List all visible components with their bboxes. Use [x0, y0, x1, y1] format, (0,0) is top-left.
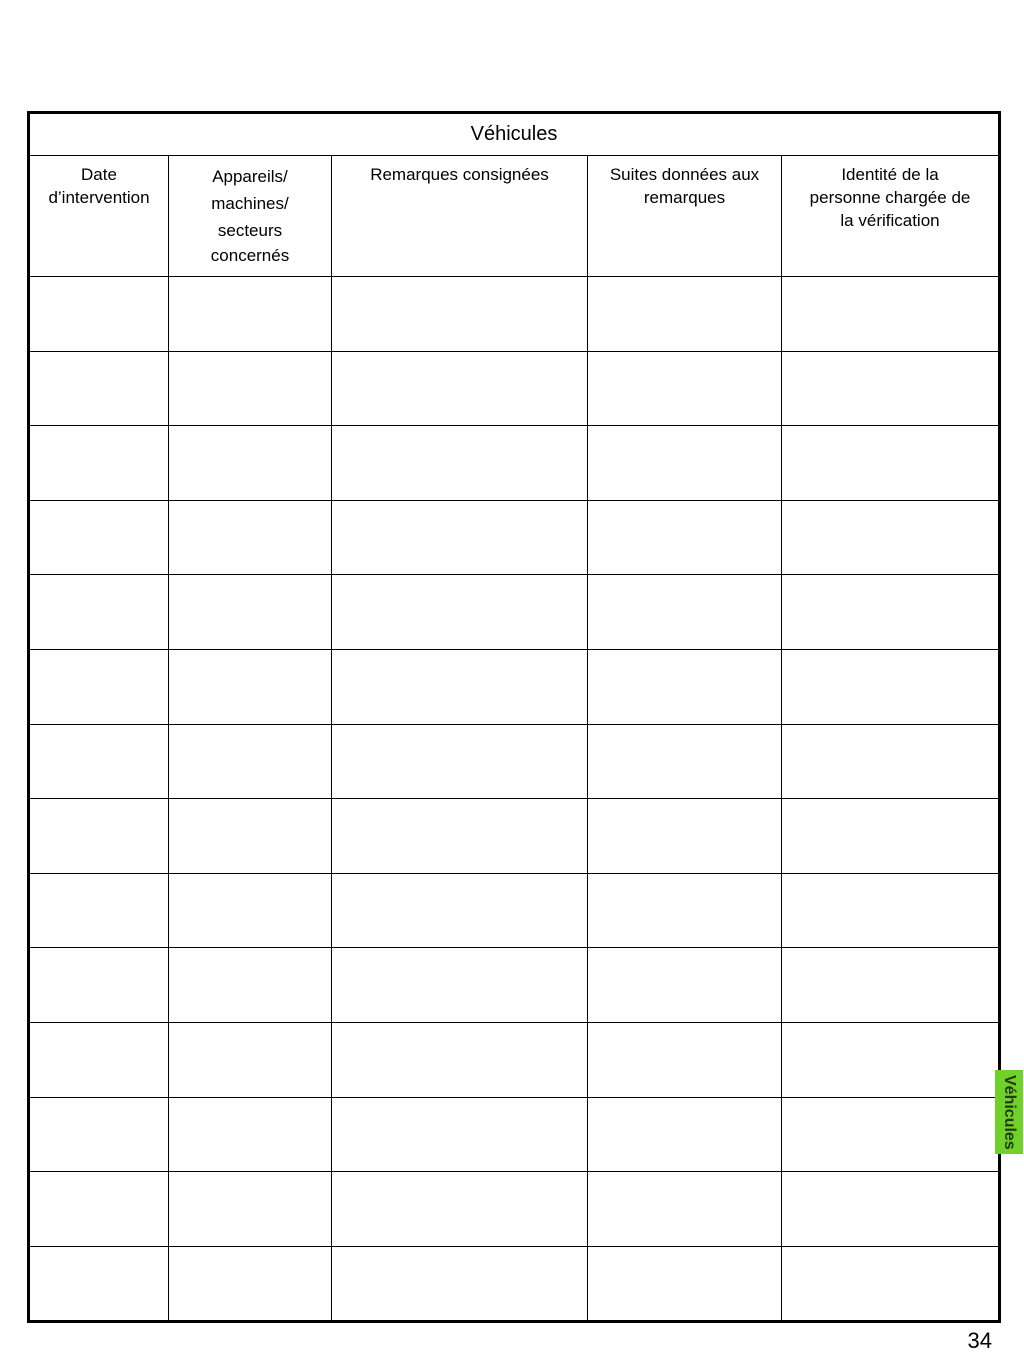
cell-inspector[interactable] [782, 1172, 1000, 1247]
cell-date[interactable] [29, 1022, 169, 1097]
table-row [29, 1172, 1000, 1247]
cell-follow-up[interactable] [588, 575, 782, 650]
table-title: Véhicules [29, 113, 1000, 156]
cell-follow-up[interactable] [588, 1022, 782, 1097]
cell-equipment[interactable] [169, 277, 332, 352]
cell-follow-up[interactable] [588, 799, 782, 874]
cell-inspector[interactable] [782, 799, 1000, 874]
cell-inspector[interactable] [782, 1246, 1000, 1322]
cell-equipment[interactable] [169, 1172, 332, 1247]
table-row [29, 277, 1000, 352]
table-row [29, 575, 1000, 650]
cell-date[interactable] [29, 575, 169, 650]
cell-equipment[interactable] [169, 799, 332, 874]
cell-remarks[interactable] [332, 1172, 588, 1247]
cell-remarks[interactable] [332, 649, 588, 724]
cell-equipment[interactable] [169, 575, 332, 650]
cell-remarks[interactable] [332, 873, 588, 948]
page-number: 34 [967, 1328, 992, 1353]
cell-inspector[interactable] [782, 1097, 1000, 1172]
cell-date[interactable] [29, 799, 169, 874]
cell-date[interactable] [29, 1246, 169, 1322]
cell-date[interactable] [29, 500, 169, 575]
table-row [29, 724, 1000, 799]
column-header-date: Date d’intervention [29, 156, 169, 277]
table-row [29, 649, 1000, 724]
section-side-tab [995, 1070, 1023, 1154]
table-row [29, 1246, 1000, 1322]
cell-equipment[interactable] [169, 1022, 332, 1097]
cell-follow-up[interactable] [588, 724, 782, 799]
cell-inspector[interactable] [782, 277, 1000, 352]
cell-equipment[interactable] [169, 873, 332, 948]
table-row [29, 351, 1000, 426]
cell-inspector[interactable] [782, 649, 1000, 724]
cell-remarks[interactable] [332, 1097, 588, 1172]
cell-inspector[interactable] [782, 500, 1000, 575]
cell-follow-up[interactable] [588, 1246, 782, 1322]
side-tab-label: Véhicules [1001, 1074, 1018, 1150]
column-header-follow-up: Suites données aux remarques [588, 156, 782, 277]
table-row [29, 873, 1000, 948]
verification-log-table [27, 111, 1001, 1323]
cell-inspector[interactable] [782, 948, 1000, 1023]
cell-inspector[interactable] [782, 351, 1000, 426]
cell-date[interactable] [29, 351, 169, 426]
cell-remarks[interactable] [332, 1246, 588, 1322]
table-row [29, 426, 1000, 501]
table-row [29, 799, 1000, 874]
cell-remarks[interactable] [332, 1022, 588, 1097]
column-header-remarks: Remarques consignées [332, 156, 588, 277]
table-row [29, 500, 1000, 575]
cell-inspector[interactable] [782, 1022, 1000, 1097]
cell-follow-up[interactable] [588, 500, 782, 575]
cell-follow-up[interactable] [588, 873, 782, 948]
table-row [29, 948, 1000, 1023]
cell-remarks[interactable] [332, 277, 588, 352]
cell-date[interactable] [29, 724, 169, 799]
cell-remarks[interactable] [332, 500, 588, 575]
table-row [29, 1097, 1000, 1172]
cell-date[interactable] [29, 277, 169, 352]
cell-equipment[interactable] [169, 351, 332, 426]
column-header-inspector: Identité de la personne chargée de la vérification [782, 156, 1000, 277]
cell-date[interactable] [29, 649, 169, 724]
cell-follow-up[interactable] [588, 426, 782, 501]
cell-remarks[interactable] [332, 724, 588, 799]
column-header-equipment: Appareils/ machines/ secteurs concernés [169, 156, 332, 277]
cell-remarks[interactable] [332, 351, 588, 426]
cell-remarks[interactable] [332, 799, 588, 874]
cell-inspector[interactable] [782, 873, 1000, 948]
cell-date[interactable] [29, 1097, 169, 1172]
cell-equipment[interactable] [169, 1097, 332, 1172]
cell-date[interactable] [29, 873, 169, 948]
cell-follow-up[interactable] [588, 1097, 782, 1172]
cell-inspector[interactable] [782, 575, 1000, 650]
cell-remarks[interactable] [332, 948, 588, 1023]
cell-follow-up[interactable] [588, 649, 782, 724]
cell-date[interactable] [29, 1172, 169, 1247]
table-row [29, 1022, 1000, 1097]
cell-remarks[interactable] [332, 426, 588, 501]
cell-follow-up[interactable] [588, 948, 782, 1023]
cell-equipment[interactable] [169, 1246, 332, 1322]
cell-inspector[interactable] [782, 724, 1000, 799]
cell-inspector[interactable] [782, 426, 1000, 501]
cell-remarks[interactable] [332, 575, 588, 650]
cell-date[interactable] [29, 426, 169, 501]
cell-equipment[interactable] [169, 724, 332, 799]
cell-equipment[interactable] [169, 500, 332, 575]
cell-follow-up[interactable] [588, 277, 782, 352]
cell-equipment[interactable] [169, 649, 332, 724]
cell-follow-up[interactable] [588, 1172, 782, 1247]
cell-equipment[interactable] [169, 948, 332, 1023]
cell-follow-up[interactable] [588, 351, 782, 426]
table-body [29, 277, 1000, 1322]
cell-date[interactable] [29, 948, 169, 1023]
cell-equipment[interactable] [169, 426, 332, 501]
